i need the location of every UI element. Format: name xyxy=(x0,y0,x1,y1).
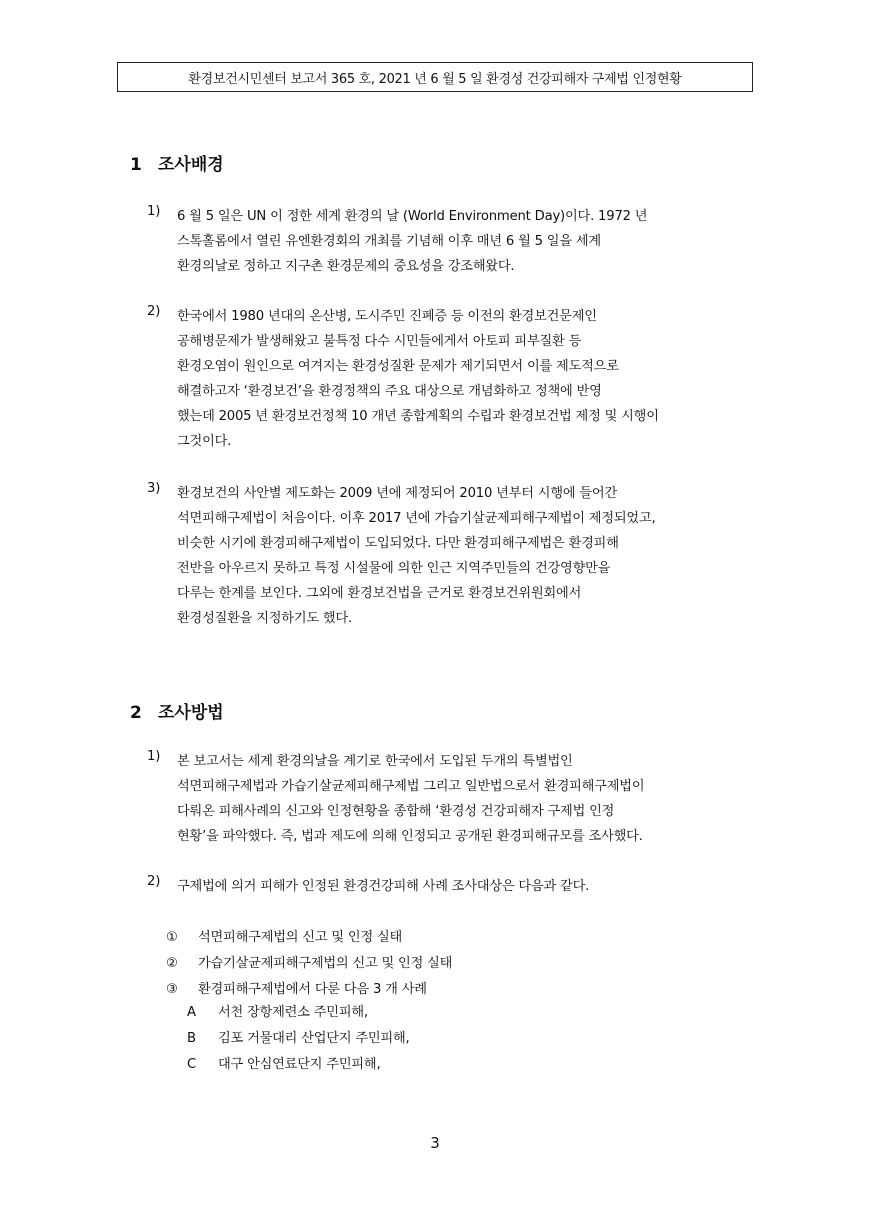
section-1-number: 1 xyxy=(130,155,142,175)
paragraph-line: 석면피해구제법이 처음이다. 이후 2017 년에 가습기살균제피해구제법이 제정되었고, xyxy=(177,511,656,526)
list-marker: ① xyxy=(166,930,178,945)
section-1-title xyxy=(130,150,224,175)
case-item xyxy=(187,1026,410,1052)
paragraph-line: 환경의날로 정하고 지구촌 환경문제의 중요성을 강조해왔다. xyxy=(177,259,515,274)
list-item-text: 환경피해구제법에서 다룬 다음 3 개 사례 xyxy=(198,982,427,997)
paragraph-number: 1) xyxy=(147,749,161,764)
section-1-heading: 조사배경 xyxy=(158,155,224,175)
section-1-paragraph-2 xyxy=(147,304,757,454)
list-item xyxy=(166,925,452,951)
report-header: 환경보건시민센터 보고서 365 호, 2021 년 6 월 5 일 환경성 건강피해자 구제법 인정현황 xyxy=(117,62,753,92)
list-item-text: 석면피해구제법의 신고 및 인정 실태 xyxy=(198,930,403,945)
section-2-paragraph-2 xyxy=(147,874,757,899)
list-marker: ② xyxy=(166,956,178,971)
section-1-paragraph-1 xyxy=(147,204,757,279)
case-item xyxy=(187,1052,410,1078)
case-marker: B xyxy=(187,1031,196,1046)
section-2-heading: 조사방법 xyxy=(158,703,224,723)
section-2-title xyxy=(130,698,224,723)
paragraph-line: 해결하고자 ‘환경보건’을 환경정책의 주요 대상으로 개념화하고 정책에 반영 xyxy=(177,384,602,399)
list-marker: ③ xyxy=(166,982,178,997)
paragraph-number: 2) xyxy=(147,874,161,889)
case-text: 서천 장항제련소 주민피해, xyxy=(218,1005,368,1020)
paragraph-line: 공해병문제가 발생해왔고 불특정 다수 시민들에게서 아토피 피부질환 등 xyxy=(177,334,582,349)
paragraph-line: 현황’을 파악했다. 즉, 법과 제도에 의해 인정되고 공개된 환경피해규모를 조사했다. xyxy=(177,829,643,844)
paragraph-line: 그것이다. xyxy=(177,434,232,449)
list-item-text: 가습기살균제피해구제법의 신고 및 인정 실태 xyxy=(198,956,453,971)
case-marker: C xyxy=(187,1057,197,1072)
paragraph-line: 다루는 한계를 보인다. 그외에 환경보건법을 근거로 환경보건위원회에서 xyxy=(177,586,582,601)
case-item xyxy=(187,1000,410,1026)
case-text: 김포 거물대리 산업단지 주민피해, xyxy=(218,1031,410,1046)
target-list xyxy=(166,925,452,1003)
paragraph-line: 본 보고서는 세계 환경의날을 계기로 한국에서 도입된 두개의 특별법인 xyxy=(177,754,573,769)
paragraph-line: 환경보건의 사안별 제도화는 2009 년에 제정되어 2010 년부터 시행에 들어간 xyxy=(177,486,618,501)
paragraph-line: 환경성질환을 지정하기도 했다. xyxy=(177,611,352,626)
paragraph-line: 6 월 5 일은 UN 이 정한 세계 환경의 날 (World Environment Day)이다. 1972 년 xyxy=(177,209,648,224)
paragraph-number: 3) xyxy=(147,481,161,496)
case-marker: A xyxy=(187,1005,196,1020)
paragraph-line: 석면피해구제법과 가습기살균제피해구제법 그리고 일반법으로서 환경피해구제법이 xyxy=(177,779,645,794)
paragraph-line: 했는데 2005 년 환경보건정책 10 개년 종합계획의 수립과 환경보건법 제정 및 시행이 xyxy=(177,409,659,424)
case-list xyxy=(187,1000,410,1078)
paragraph-line: 구제법에 의거 피해가 인정된 환경건강피해 사례 조사대상은 다음과 같다. xyxy=(177,879,590,894)
paragraph-line: 한국에서 1980 년대의 온산병, 도시주민 진폐증 등 이전의 환경보건문제인 xyxy=(177,309,597,324)
section-2-number: 2 xyxy=(130,703,142,723)
paragraph-number: 2) xyxy=(147,304,161,319)
paragraph-line: 전반을 아우르지 못하고 특정 시설물에 의한 인근 지역주민들의 건강영향만을 xyxy=(177,561,611,576)
page-number: 3 xyxy=(430,1134,440,1152)
paragraph-line: 비슷한 시기에 환경피해구제법이 도입되었다. 다만 환경피해구제법은 환경피해 xyxy=(177,536,619,551)
paragraph-number: 1) xyxy=(147,204,161,219)
paragraph-line: 다뤄온 피해사례의 신고와 인정현황을 종합해 ‘환경성 건강피해자 구제법 인정 xyxy=(177,804,615,819)
case-text: 대구 안심연료단지 주민피해, xyxy=(218,1057,381,1072)
list-item xyxy=(166,951,452,977)
paragraph-line: 스톡홀롬에서 열린 유엔환경회의 개최를 기념해 이후 매년 6 월 5 일을 세계 xyxy=(177,234,601,249)
section-2-paragraph-1 xyxy=(147,749,757,849)
paragraph-line: 환경오염이 원인으로 여겨지는 환경성질환 문제가 제기되면서 이를 제도적으로 xyxy=(177,359,619,374)
section-1-paragraph-3 xyxy=(147,481,757,631)
